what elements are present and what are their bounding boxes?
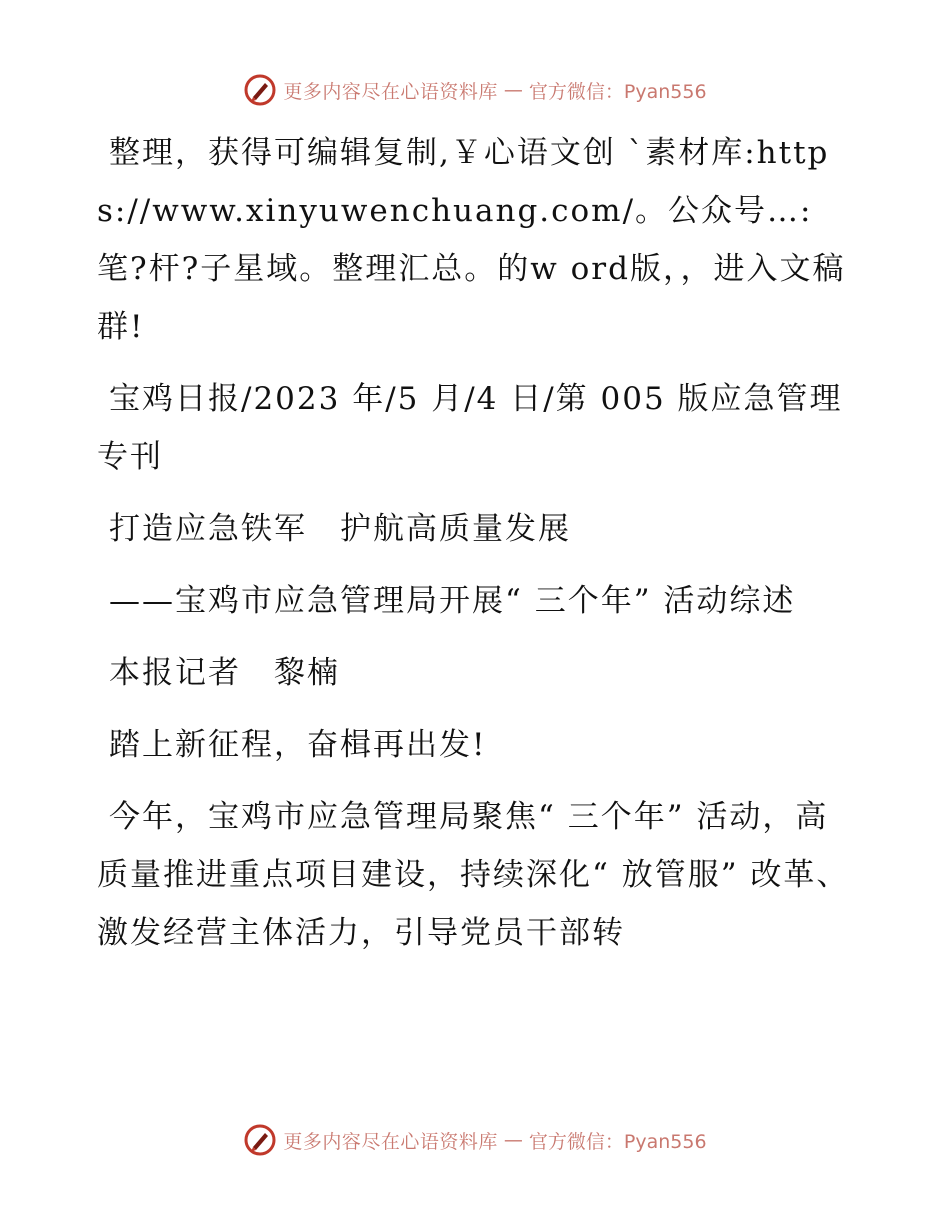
- byline: 本报记者 黎楠: [109, 655, 340, 691]
- banner-wechat: 官方微信：Pyan556: [528, 1130, 707, 1153]
- article-title: 打造应急铁军 护航高质量发展: [109, 511, 571, 547]
- footer-watermark-banner: [0, 1120, 950, 1160]
- document-body: [97, 124, 857, 976]
- intro-paragraph: 整理，获得可编辑复制,￥心语文创 `素材库:https://www.xinyuwenchuang.com/。公众号…:笔?杆?子星域。整理汇总。的w ord版，，进入文稿群!: [97, 135, 846, 345]
- banner-text: 更多内容尽在心语资料库: [283, 1130, 498, 1153]
- source-line: 宝鸡日报/2023 年/5 月/4 日/第 005 版应急管理专刊: [97, 381, 843, 475]
- header-watermark-banner: [0, 70, 950, 110]
- body-paragraph: 今年，宝鸡市应急管理局聚焦“ 三个年” 活动，高质量推进重点项目建设，持续深化“ 放管服” 改革、激发经营主体活力，引导党员干部转: [97, 799, 850, 951]
- lead-sentence: 踏上新征程，奋楫再出发!: [109, 727, 487, 763]
- banner-dash: —: [503, 1129, 523, 1151]
- banner-wechat: 官方微信：Pyan556: [528, 80, 707, 103]
- pen-logo-icon: [243, 73, 277, 107]
- article-subtitle: ——宝鸡市应急管理局开展“ 三个年” 活动综述: [109, 583, 796, 619]
- banner-dash: —: [503, 79, 523, 101]
- pen-logo-icon: [243, 1123, 277, 1157]
- banner-text: 更多内容尽在心语资料库: [283, 80, 498, 103]
